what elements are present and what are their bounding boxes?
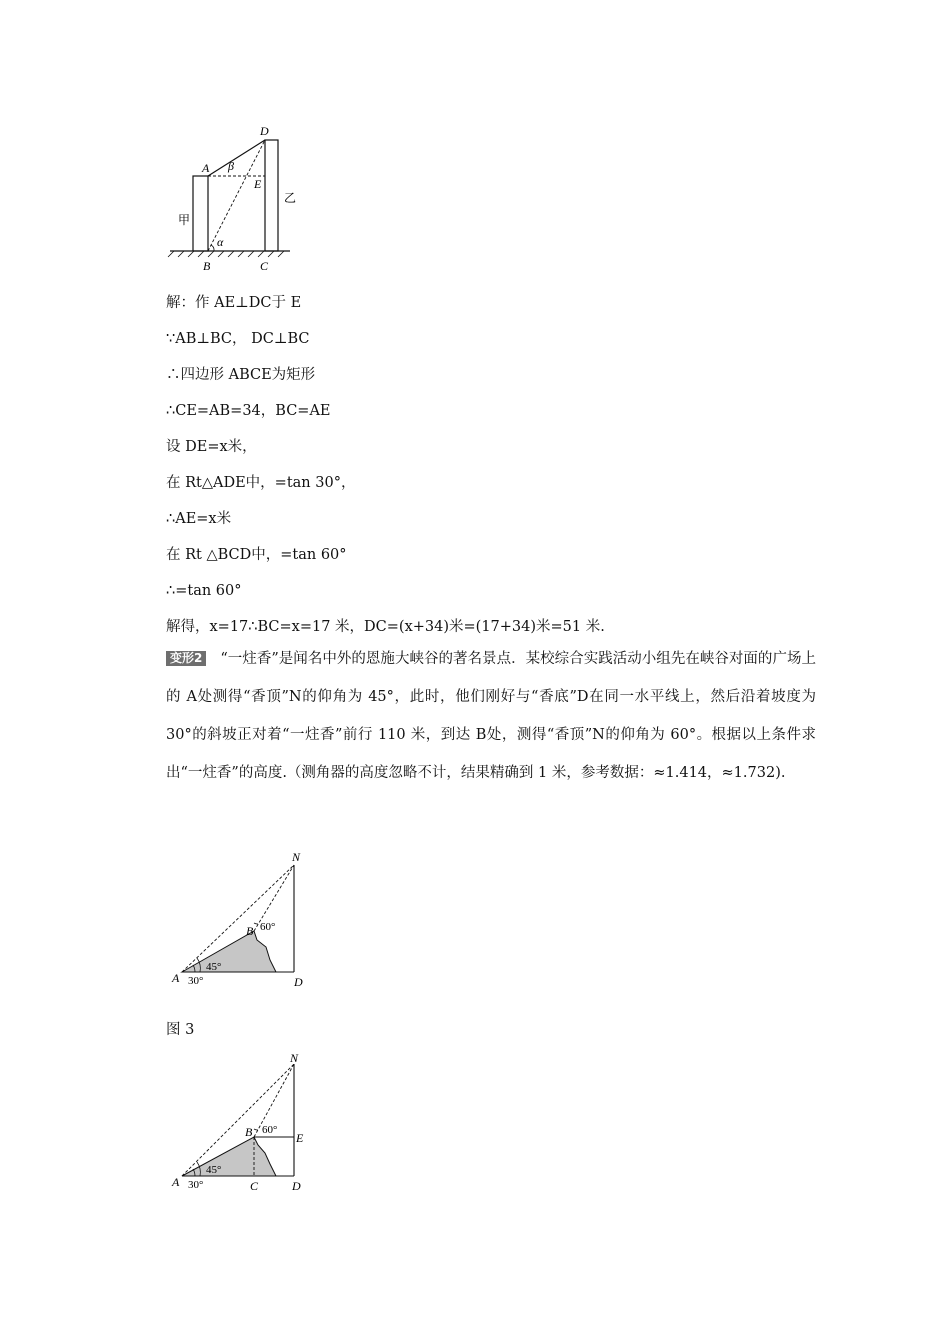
figure-buildings — [160, 120, 420, 280]
angle-60: 60° — [262, 1124, 278, 1136]
label-B: B — [203, 259, 211, 273]
solution-line-7: ∴AE=x米 — [166, 511, 232, 527]
label-jia: 甲 — [178, 213, 191, 227]
angle-30: 30° — [188, 975, 204, 987]
label-N: N — [292, 850, 301, 864]
solution-line-3: ∴四边形 ABCE为矩形 — [166, 367, 316, 383]
angle-60: 60° — [260, 921, 276, 933]
label-A: A — [172, 1175, 180, 1189]
solution-line-9: ∴=tan 60° — [166, 583, 242, 599]
label-A: A — [202, 161, 210, 175]
label-beta: β — [228, 159, 234, 173]
solution-line-1: 解：作 AE⊥DC于 E — [166, 295, 302, 311]
figure-incense-2 — [170, 1050, 340, 1200]
label-A: A — [172, 971, 180, 985]
solution-line-8: 在 Rt △BCD中，=tan 60° — [166, 547, 347, 563]
angle-45: 45° — [206, 1164, 222, 1176]
solution-line-10: 解得，x=17∴BC=x=17 米，DC=(x+34)米=(17+34)米=51 米. — [166, 619, 605, 635]
variant-text: “一炷香”是闻名中外的恩施大峡谷的著名景点．某校综合实践活动小组先在峡谷对面的广场上的 A处测得“香顶”N的仰角为 45°，此时，他们刚好与“香底”D在同一水平线上，然后沿着坡度为 30°的斜坡正对着“一炷香”前行 110 米，到达 B处，测得“香顶”N的仰角为 60°。根据以上条件求出“一炷香”的高度.（测角器的高度忽略不计，结果精确到 1 米，参考数据：≈1.414，≈1.732). — [166, 651, 816, 781]
figure-incense-1 — [170, 850, 340, 995]
label-E: E — [254, 177, 262, 191]
label-B: B — [246, 924, 254, 938]
label-C: C — [260, 259, 269, 273]
solution-line-4: ∴CE=AB=34，BC=AE — [166, 403, 331, 419]
figure-caption: 图 3 — [166, 1022, 195, 1038]
label-alpha: α — [217, 235, 224, 249]
label-yi: 乙 — [284, 191, 297, 205]
label-D: D — [292, 1179, 301, 1193]
variant-badge: 变形2 — [166, 651, 206, 666]
label-D: D — [294, 975, 303, 989]
label-B: B — [245, 1125, 253, 1139]
variant-problem — [166, 640, 816, 792]
solution-line-6: 在 Rt△ADE中，=tan 30°， — [166, 475, 356, 491]
solution-line-2: ∵AB⊥BC， DC⊥BC — [166, 331, 310, 347]
angle-30: 30° — [188, 1179, 204, 1191]
label-E: E — [296, 1131, 304, 1145]
angle-45: 45° — [206, 961, 222, 973]
label-D: D — [260, 124, 269, 138]
solution-line-5: 设 DE=x米， — [166, 439, 257, 455]
label-N: N — [290, 1051, 299, 1065]
label-C: C — [250, 1179, 259, 1193]
